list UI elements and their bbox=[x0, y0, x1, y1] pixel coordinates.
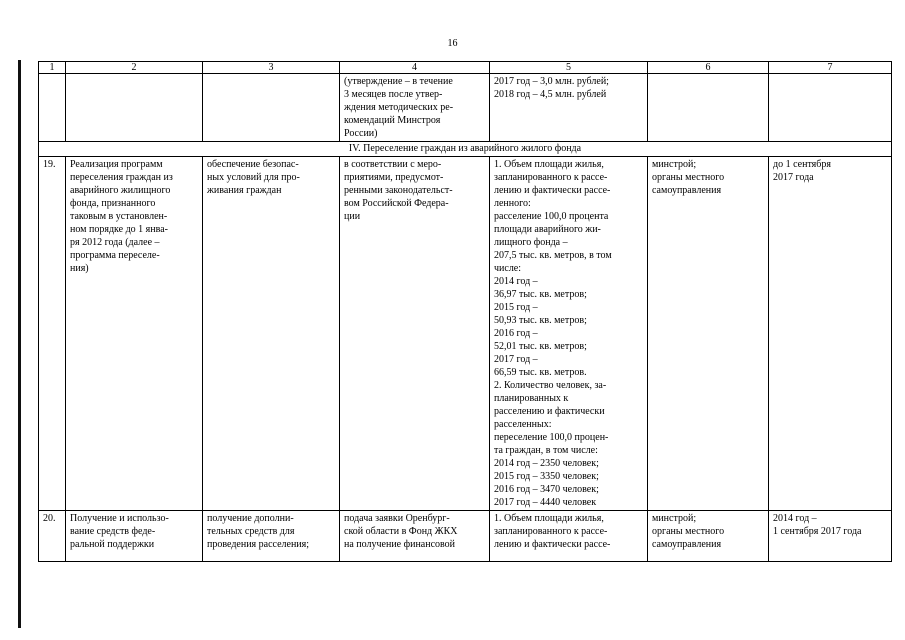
measure-indicators: 1. Объем площади жилья, запланированного к рассе- лению и фактически рассе- bbox=[490, 511, 648, 562]
measure-goal: получение дополни- тельных средств для проведения расселения; bbox=[203, 511, 340, 562]
measure-method: подача заявки Оренбург- ской области в Фонд ЖКХ на получение финансовой bbox=[340, 511, 490, 562]
scan-edge-bar bbox=[18, 60, 21, 628]
measure-responsible: минстрой; органы местного самоуправления bbox=[648, 157, 769, 511]
measure-method: в соответствии с меро- приятиями, предусмот- ренными законодательст- вом Российской Федера- ции bbox=[340, 157, 490, 511]
measure-name: Получение и использо- вание средств феде- ральной поддержки bbox=[66, 511, 203, 562]
measure-deadline: 2014 год – 1 сентября 2017 года bbox=[769, 511, 892, 562]
cont-cell-6 bbox=[648, 74, 769, 142]
column-header-7: 7 bbox=[769, 62, 892, 74]
column-header-5: 5 bbox=[490, 62, 648, 74]
row-number: 20. bbox=[39, 511, 66, 562]
measures-table bbox=[38, 61, 892, 562]
cont-cell-7 bbox=[769, 74, 892, 142]
cont-cell-1 bbox=[39, 74, 66, 142]
cont-cell-4: (утверждение – в течение 3 месяцев после утвер- ждения методических ре- комендаций Минстроя России) bbox=[340, 74, 490, 142]
section-title: IV. Переселение граждан из аварийного жилого фонда bbox=[39, 142, 892, 157]
measure-indicators: 1. Объем площади жилья, запланированного к рассе- лению и фактически рассе- ленного: расселение 100,0 процента площади аварийного жи- лищного фонда – 207,5 тыс. кв. метров, в том числе: 2014 год – 36,97 тыс. кв. метров; 2015 год – 50,93 тыс. кв. метров; 2016 год – 52,01 тыс. кв. метров; 2017 год – 66,59 тыс. кв. метров. 2. Количество человек, за- планированных к расселению и фактически расселенных: переселение 100,0 процен- та граждан, в том числе: 2014 год – 2350 человек; 2015 год – 3350 человек; 2016 год – 3470 человек; 2017 год – 4440 человек bbox=[490, 157, 648, 511]
cont-cell-3 bbox=[203, 74, 340, 142]
column-number-row bbox=[39, 62, 892, 74]
column-header-3: 3 bbox=[203, 62, 340, 74]
column-header-6: 6 bbox=[648, 62, 769, 74]
measure-goal: обеспечение безопас- ных условий для про- живания граждан bbox=[203, 157, 340, 511]
cont-cell-2 bbox=[66, 74, 203, 142]
table-row bbox=[39, 511, 892, 562]
row-number: 19. bbox=[39, 157, 66, 511]
section-heading-row bbox=[39, 142, 892, 157]
cont-cell-5: 2017 год – 3,0 млн. рублей; 2018 год – 4,5 млн. рублей bbox=[490, 74, 648, 142]
measure-responsible: минстрой; органы местного самоуправления bbox=[648, 511, 769, 562]
page-number: 16 bbox=[447, 38, 458, 49]
column-header-4: 4 bbox=[340, 62, 490, 74]
continuation-row bbox=[39, 74, 892, 142]
table-row bbox=[39, 157, 892, 511]
column-header-2: 2 bbox=[66, 62, 203, 74]
measure-deadline: до 1 сентября 2017 года bbox=[769, 157, 892, 511]
measure-name: Реализация программ переселения граждан из аварийного жилищного фонда, признанного таковым в установлен- ном порядке до 1 янва- ря 2012 года (далее – программа переселе- ния) bbox=[66, 157, 203, 511]
column-header-1: 1 bbox=[39, 62, 66, 74]
